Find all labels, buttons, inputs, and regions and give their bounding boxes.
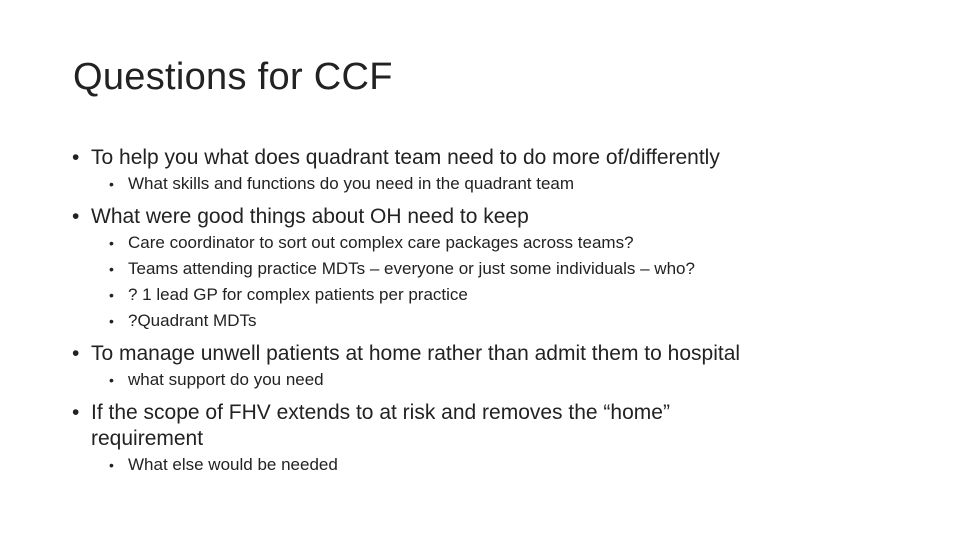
sub-bullet-glyph: • [109,176,114,192]
sub-bullet-text: what support do you need [128,370,324,389]
bullet-glyph: • [72,146,80,169]
bullet-text: To manage unwell patients at home rather than admit them to hospital [91,342,741,365]
sub-bullet-item [72,282,902,308]
sub-bullet-item [72,171,902,197]
bullet-text: To help you what does quadrant team need to do more of/differently [91,146,720,169]
bullet-item [72,400,781,452]
sub-bullet-item [72,230,902,256]
bullet-item [72,204,902,230]
slide-title: Questions for CCF [73,56,393,98]
bullet-item [72,341,902,367]
sub-bullet-glyph: • [109,287,114,303]
sub-bullet-text: ? 1 lead GP for complex patients per practice [128,285,468,304]
bullet-glyph: • [72,342,80,365]
sub-bullet-glyph: • [109,457,114,473]
bullet-item [72,145,902,171]
sub-bullet-item [72,256,902,282]
sub-bullet-text: What skills and functions do you need in the quadrant team [128,174,575,193]
bullet-glyph: • [72,205,80,228]
sub-bullet-text: What else would be needed [128,455,338,474]
sub-bullet-text: Teams attending practice MDTs – everyone or just some individuals – who? [128,259,695,278]
sub-bullet-glyph: • [109,313,114,329]
sub-bullet-text: Care coordinator to sort out complex care packages across teams? [128,233,634,252]
sub-bullet-text: ?Quadrant MDTs [128,311,257,330]
sub-bullet-glyph: • [109,372,114,388]
sub-bullet-item [72,452,902,478]
sub-bullet-item [72,367,902,393]
sub-bullet-glyph: • [109,261,114,277]
bullet-text: What were good things about OH need to keep [91,205,529,228]
bullet-glyph: • [72,401,80,424]
slide-body [72,145,902,478]
sub-bullet-item [72,308,902,334]
sub-bullet-glyph: • [109,235,114,251]
bullet-text: If the scope of FHV extends to at risk and removes the “home” requirement [91,401,670,450]
